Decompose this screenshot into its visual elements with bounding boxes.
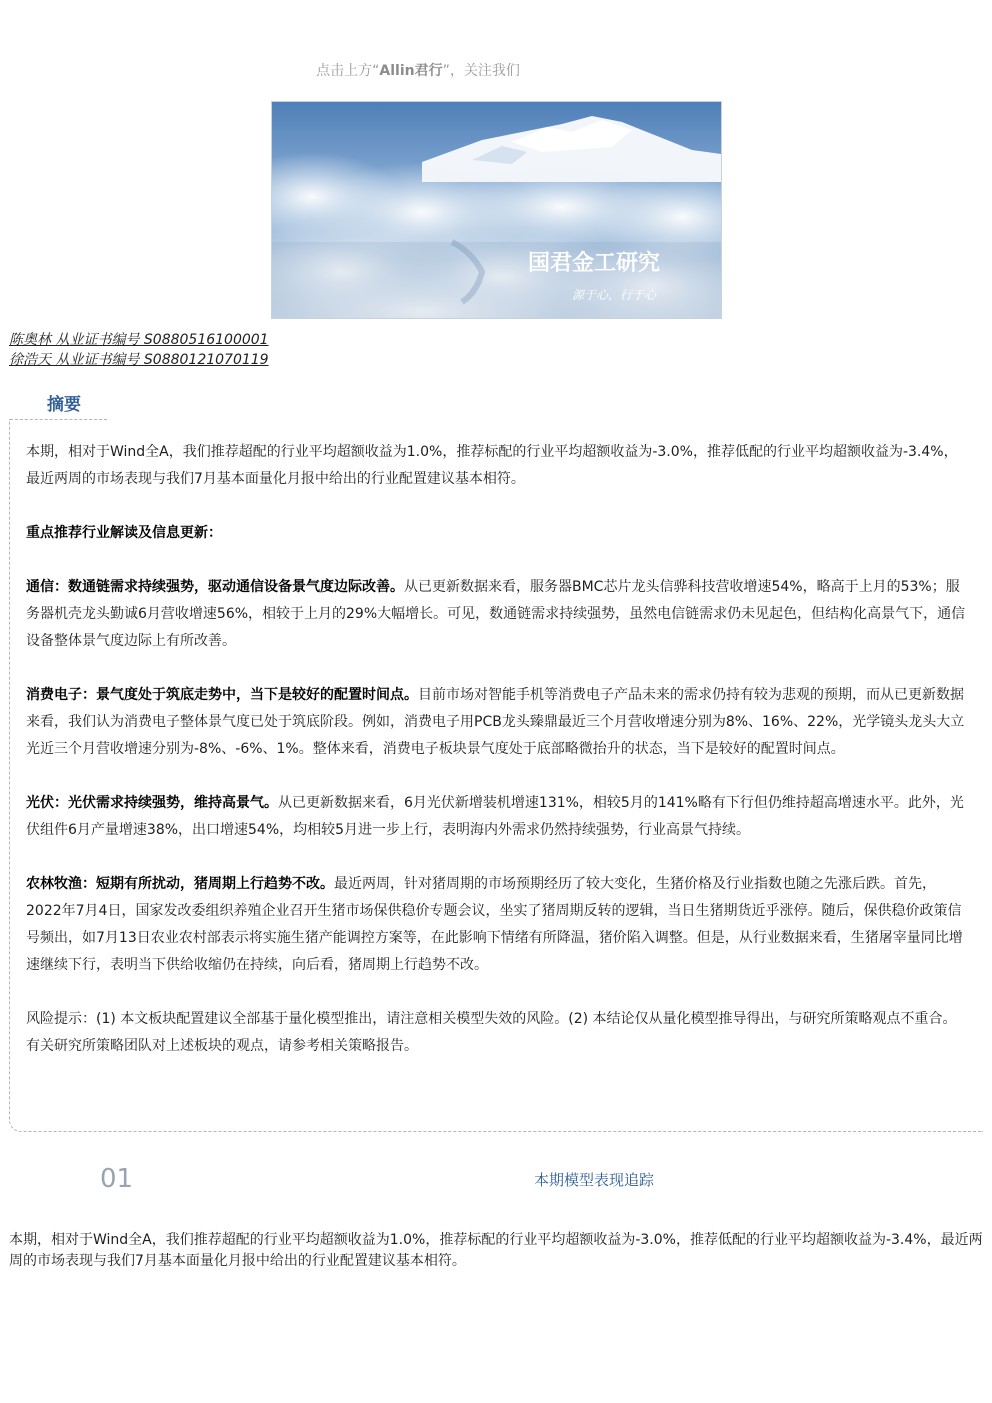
sector-text: 从已更新数据来看，6月光伏新增装机增速131%，相较5月的141%略有下行但仍维持超高增速水平。此外，光伏组件6月产量增速38%，出口增速54%，均相较5月进一步上行，表明海内外需求仍然持续强势，行业高景气持续。 <box>26 795 964 838</box>
banner-title: 国君金工研究 <box>528 250 661 276</box>
sector-lead: 光伏：光伏需求持续强势，维持高景气。 <box>26 795 278 811</box>
sector-text: 最近两周，针对猪周期的市场预期经历了较大变化，生猪价格及行业指数也随之先涨后跌。首先，2022年7月4日，国家发改委组织养殖企业召开生猪市场保供稳价专题会议，坐实了猪周期反转的逻辑，当日生猪期货近乎涨停。随后，保供稳价政策信号频出，如7月13日农业农村部表示将实施生猪产能调控方案等，在此影响下情绪有所降温，猪价陷入调整。但是，从行业数据来看，生猪屠宰量同比增速继续下行，表明当下供给收缩仍在持续，向后看，猪周期上行趋势不改。 <box>26 876 963 973</box>
sector-paragraph <box>26 871 970 979</box>
sector-lead: 消费电子：景气度处于筑底走势中，当下是较好的配置时间点。 <box>26 687 418 703</box>
author-line[interactable]: 陈奥林 从业证书编号 S0880516100001 <box>9 332 269 348</box>
key-heading: 重点推荐行业解读及信息更新： <box>26 525 222 541</box>
banner-motto: 源于心，行于心 <box>572 288 657 302</box>
abstract-body <box>26 439 970 1060</box>
sector-lead: 通信：数通链需求持续强势，驱动通信设备景气度边际改善。 <box>26 579 404 595</box>
author-list <box>9 330 269 370</box>
banner-image <box>271 101 722 319</box>
section-number: 01 <box>100 1164 134 1194</box>
sector-paragraph <box>26 574 970 655</box>
follow-brand[interactable]: Allin君行 <box>379 63 443 79</box>
sector-lead: 农林牧渔：短期有所扰动，猪周期上行趋势不改。 <box>26 876 334 892</box>
section-body <box>9 1230 985 1272</box>
abstract-heading: 摘要 <box>47 395 81 415</box>
sector-paragraph <box>26 682 970 763</box>
sector-paragraph <box>26 790 970 844</box>
follow-prompt <box>0 60 836 80</box>
abstract-intro: 本期，相对于Wind全A，我们推荐超配的行业平均超额收益为1.0%，推荐标配的行业平均超额收益为-3.0%，推荐低配的行业平均超额收益为-3.4%，最近两周的市场表现与我们7月基本面量化月报中给出的行业配置建议基本相符。 <box>26 444 958 487</box>
sector-text: 从已更新数据来看，服务器BMC芯片龙头信骅科技营收增速54%，略高于上月的53%；服务器机壳龙头勤诚6月营收增速56%，相较于上月的29%大幅增长。可见，数通链需求持续强势，虽然电信链需求仍未见起色，但结构化高景气下，通信设备整体景气度边际上有所改善。 <box>26 579 966 649</box>
risk-warning: 风险提示：(1) 本文板块配置建议全部基于量化模型推出，请注意相关模型失效的风险。(2) 本结论仅从量化模型推导得出，与研究所策略观点不重合。有关研究所策略团队对上述板块的观点，请参考相关策略报告。 <box>26 1011 957 1054</box>
author-line[interactable]: 徐浩天 从业证书编号 S0880121070119 <box>9 352 269 368</box>
follow-prefix: 点击上方“ <box>316 63 380 79</box>
follow-suffix: ”，关注我们 <box>442 63 520 79</box>
sector-text: 目前市场对智能手机等消费电子产品未来的需求仍持有较为悲观的预期，而从已更新数据来看，我们认为消费电子整体景气度已处于筑底阶段。例如，消费电子用PCB龙头臻鼎最近三个月营收增速分别为8%、16%、22%，光学镜头龙头大立光近三个月营收增速分别为-8%、-6%、1%。整体来看，消费电子板块景气度处于底部略微抬升的状态，当下是较好的配置时间点。 <box>26 687 965 757</box>
section-title: 本期模型表现追踪 <box>534 1171 655 1189</box>
section-paragraph: 本期，相对于Wind全A，我们推荐超配的行业平均超额收益为1.0%，推荐标配的行业平均超额收益为-3.0%，推荐低配的行业平均超额收益为-3.4%，最近两周的市场表现与我们7月基本面量化月报中给出的行业配置建议基本相符。 <box>9 1232 983 1269</box>
